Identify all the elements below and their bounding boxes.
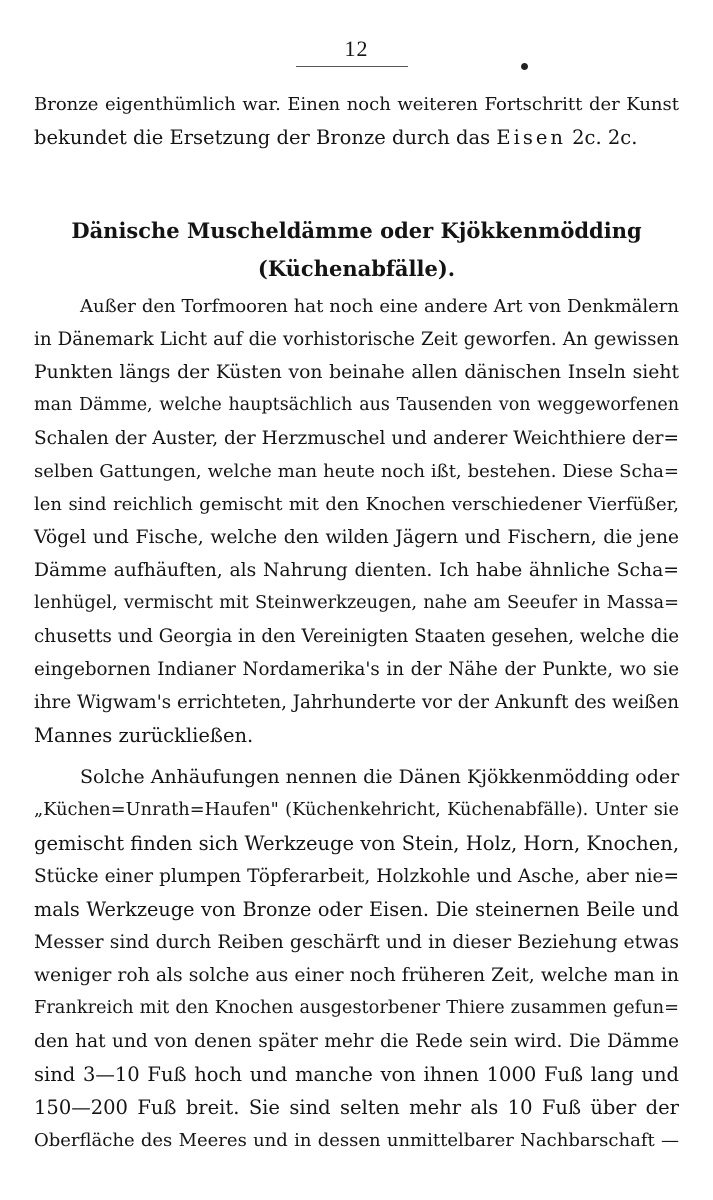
text-line (34, 121, 679, 154)
text-line: 150—200 Fuß breit. Sie sind selten mehr als 10 Fuß über der (34, 1096, 679, 1119)
text-line: Punkten längs der Küsten von beinahe allen dänischen Inseln sieht (34, 362, 679, 383)
spaced-word: Eisen (496, 126, 566, 149)
page-number: 12 (344, 36, 369, 61)
heading-line-2: (Küchenabfälle). (257, 256, 456, 281)
text-line: Messer sind durch Reiben geschärft und in dieser Beziehung etwas (34, 932, 679, 953)
text-line: Dämme aufhäuften, als Nahrung dienten. Ich habe ähnliche Scha= (34, 560, 679, 581)
header-rule (296, 66, 408, 67)
text-line: len sind reichlich gemischt mit den Knochen verschiedener Vierfüßer, (34, 494, 679, 515)
text-line: lenhügel, vermischt mit Steinwerkzeugen, nahe am Seeufer in Massa= (34, 593, 679, 613)
text-line: Oberfläche des Meeres und in dessen unmittelbarer Nachbarschaft — (34, 1130, 679, 1151)
text-line: eingebornen Indianer Nordamerika's in der Nähe der Punkte, wo sie (34, 659, 679, 680)
text-line: man Dämme, welche hauptsächlich aus Tausenden von weggeworfenen (34, 395, 679, 415)
text-line: Solche Anhäufungen nennen die Dänen Kjökkenmödding oder (80, 766, 680, 788)
text-line: Schalen der Auster, der Herzmuschel und anderer Weichthiere der= (34, 428, 679, 449)
text-line: ihre Wigwam's errichteten, Jahrhunderte vor der Ankunft des weißen (34, 692, 679, 713)
text-line: Frankreich mit den Knochen ausgestorbener Thiere zusammen gefun= (34, 998, 679, 1018)
text-line: mals Werkzeuge von Bronze oder Eisen. Die steinernen Beile und (34, 898, 679, 921)
text-line: gemischt finden sich Werkzeuge von Stein, Holz, Horn, Knochen, (34, 832, 680, 855)
text-line: „Küchen=Unrath=Haufen" (Küchenkehricht, Küchenabfälle). Unter sie (34, 800, 679, 820)
text-line: chusetts und Georgia in den Vereinigten Staaten gesehen, welche die (34, 626, 680, 647)
section-heading (0, 212, 713, 288)
text-line: Mannes zurückließen. (34, 724, 254, 747)
text-line: Bronze eigenthümlich war. Einen noch weiteren Fortschritt der Kunst (34, 94, 679, 115)
paragraph-2 (34, 761, 679, 1157)
text-line: weniger roh als solche aus einer noch früheren Zeit, welche man in (34, 965, 679, 986)
text-line: den hat und von denen später mehr die Rede sein wird. Die Dämme (34, 1031, 679, 1052)
text-line: Stücke einer plumpen Töpferarbeit, Holzkohle und Asche, aber nie= (34, 866, 679, 887)
paragraph-1 (34, 290, 679, 752)
text-segment: bekundet die Ersetzung der Bronze durch das (34, 126, 491, 149)
heading-line-1: Dänische Muscheldämme oder Kjökkenmödding (71, 218, 642, 243)
text-segment: 2c. 2c. (565, 126, 638, 149)
ink-speck (521, 63, 528, 70)
text-line: Vögel und Fische, welche den wilden Jägern und Fischern, die jene (34, 527, 679, 548)
continuation-paragraph (34, 88, 679, 154)
text-line: sind 3—10 Fuß hoch und manche von ihnen 1000 Fuß lang und (34, 1063, 679, 1086)
text-line: selben Gattungen, welche man heute noch ißt, bestehen. Diese Scha= (34, 461, 679, 482)
text-line: Außer den Torfmooren hat noch eine andere Art von Denkmälern (80, 296, 679, 317)
text-line: in Dänemark Licht auf die vorhistorische Zeit geworfen. An gewissen (34, 329, 679, 350)
